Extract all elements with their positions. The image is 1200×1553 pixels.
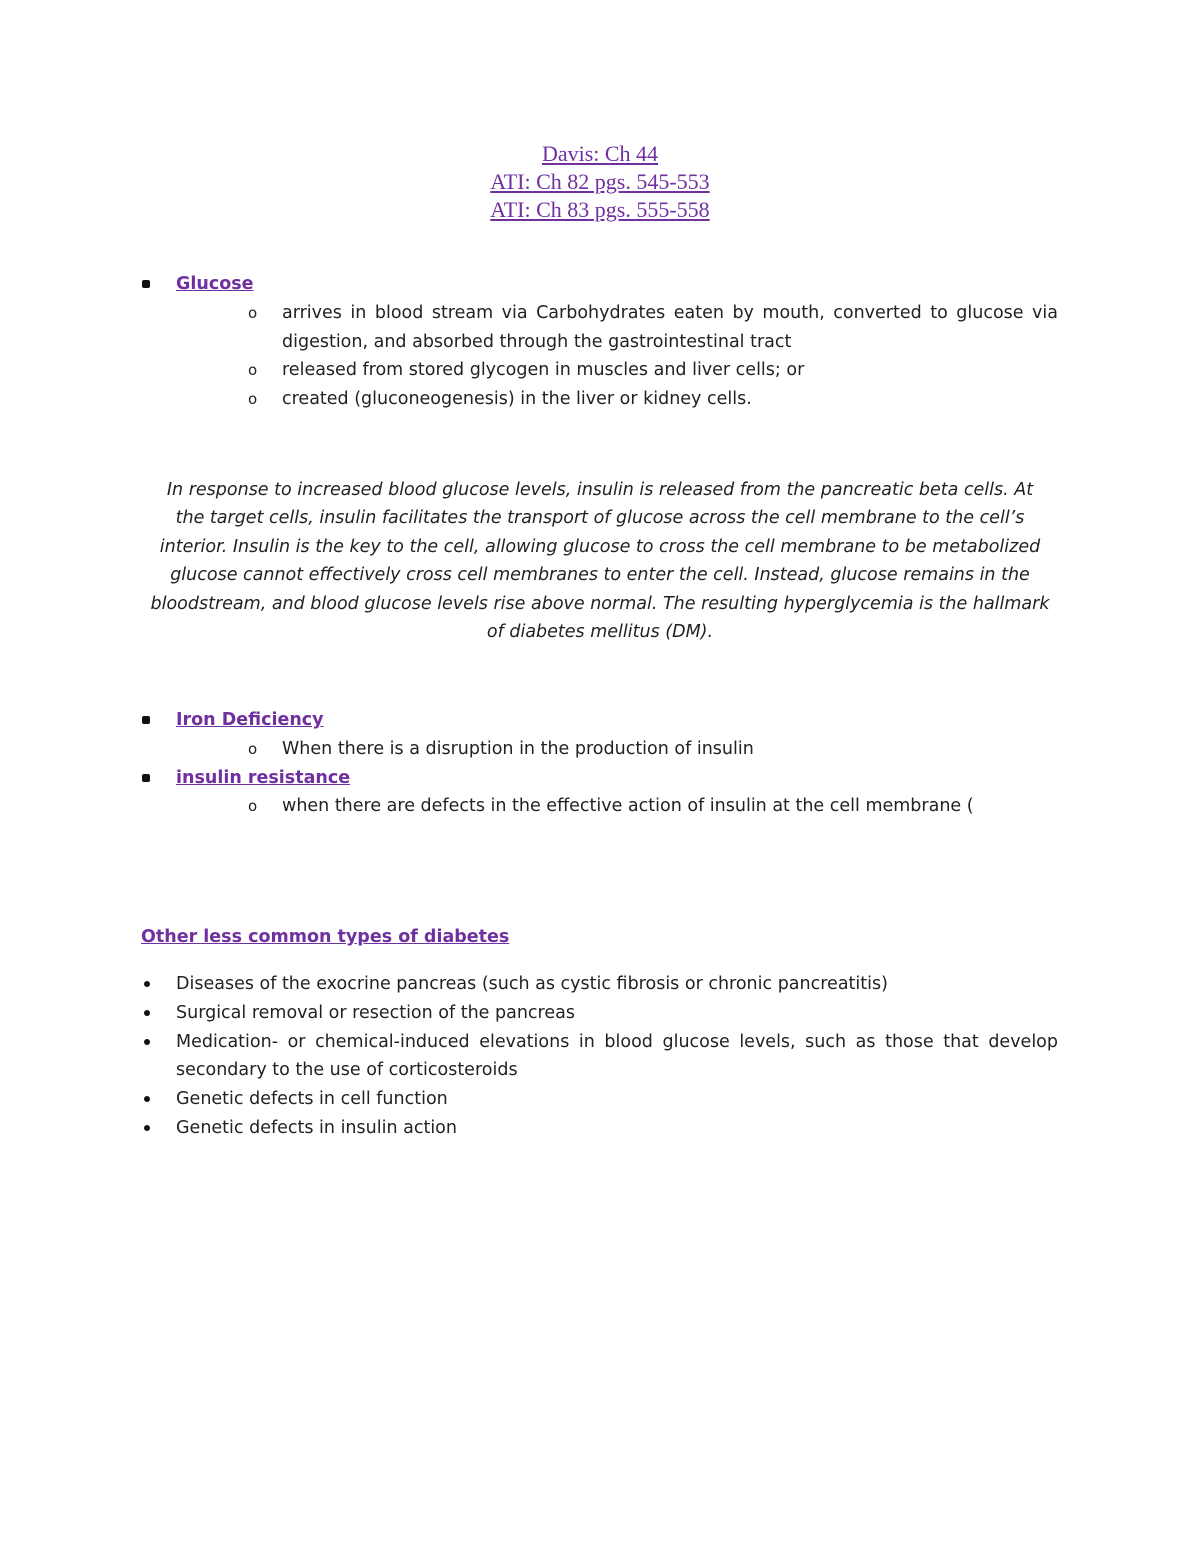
list-item-text: Diseases of the exocrine pancreas (such as cystic fibrosis or chronic pancreatitis) — [176, 974, 888, 994]
iron-deficiency-label: Iron Deficiency — [176, 710, 324, 730]
heading-ati-ch82: ATI: Ch 82 pgs. 545-553 — [490, 169, 710, 194]
heading-ati-ch83: ATI: Ch 83 pgs. 555-558 — [490, 197, 710, 222]
list-item — [140, 999, 1058, 1028]
square-bullet-icon — [142, 774, 150, 782]
glucose-item-text: arrives in blood stream via Carbohydrates eaten by mouth, converted to glucose via digestion, and absorbed through the gastrointestinal tract — [282, 302, 1058, 352]
glucose-section — [140, 270, 1058, 414]
list-item-text: Medication- or chemical-induced elevations in blood glucose levels, such as those that develop secondary to the use of corticosteroids — [176, 1031, 1058, 1081]
insulin-resistance-item-text: when there are defects in the effective action of insulin at the cell membrane ( — [282, 796, 974, 817]
insulin-resistance-sub-item — [140, 792, 1058, 821]
list-item — [140, 970, 1058, 999]
dot-bullet-icon — [144, 1010, 150, 1016]
circle-marker-icon: o — [248, 797, 258, 816]
glucose-label: Glucose — [176, 274, 254, 294]
list-item-text: Genetic defects in cell function — [176, 1089, 448, 1110]
reference-headings — [0, 140, 1200, 224]
other-types-heading: Other less common types of diabetes — [141, 927, 510, 947]
glucose-bullet — [140, 270, 1058, 299]
insulin-resistance-label: insulin resistance — [176, 767, 351, 788]
square-bullet-icon — [142, 716, 150, 724]
dot-bullet-icon — [144, 1125, 150, 1131]
glucose-item-text: released from stored glycogen in muscles and liver cells; or — [282, 360, 805, 381]
heading-davis: Davis: Ch 44 — [541, 141, 659, 166]
list-item — [140, 1114, 1058, 1143]
glucose-item-text: created (gluconeogenesis) in the liver or kidney cells. — [282, 389, 752, 410]
list-item-text: Genetic defects in insulin action — [176, 1117, 457, 1138]
circle-marker-icon: o — [248, 361, 258, 380]
other-types-list — [140, 970, 1058, 1143]
list-item — [140, 1028, 1058, 1086]
glucose-sub-item — [140, 356, 1058, 385]
list-item — [140, 1085, 1058, 1114]
iron-deficiency-item-text: When there is a disruption in the production of insulin — [282, 738, 754, 759]
circle-marker-icon: o — [248, 739, 258, 758]
insulin-paragraph: In response to increased blood glucose levels, insulin is released from the pancreatic beta cells. At the target cells, insulin facilitates the transport of glucose across the cell membrane to the cell’s interior. Insulin is the key to the cell, allowing glucose to cross the cell membrane to be metabolized glucose cannot effectively cross cell membranes to enter the cell. Instead, glucose remains in the bloodstream, and blood glucose levels rise above normal. The resulting hyperglycemia is the hallmark of diabetes mellitus (DM). — [150, 480, 1050, 643]
iron-deficiency-sub-item — [140, 735, 1058, 764]
dot-bullet-icon — [144, 1096, 150, 1102]
circle-marker-icon: o — [248, 390, 258, 409]
dot-bullet-icon — [144, 981, 150, 987]
list-item-text: Surgical removal or resection of the pancreas — [176, 1002, 575, 1023]
square-bullet-icon — [142, 280, 150, 288]
iron-deficiency-bullet — [140, 706, 1058, 735]
insulin-resistance-bullet — [140, 764, 1058, 793]
circle-marker-icon: o — [248, 303, 258, 322]
glucose-sub-item — [140, 299, 1058, 357]
deficiency-section — [140, 706, 1058, 821]
dot-bullet-icon — [144, 1039, 150, 1045]
glucose-sub-item — [140, 385, 1058, 414]
